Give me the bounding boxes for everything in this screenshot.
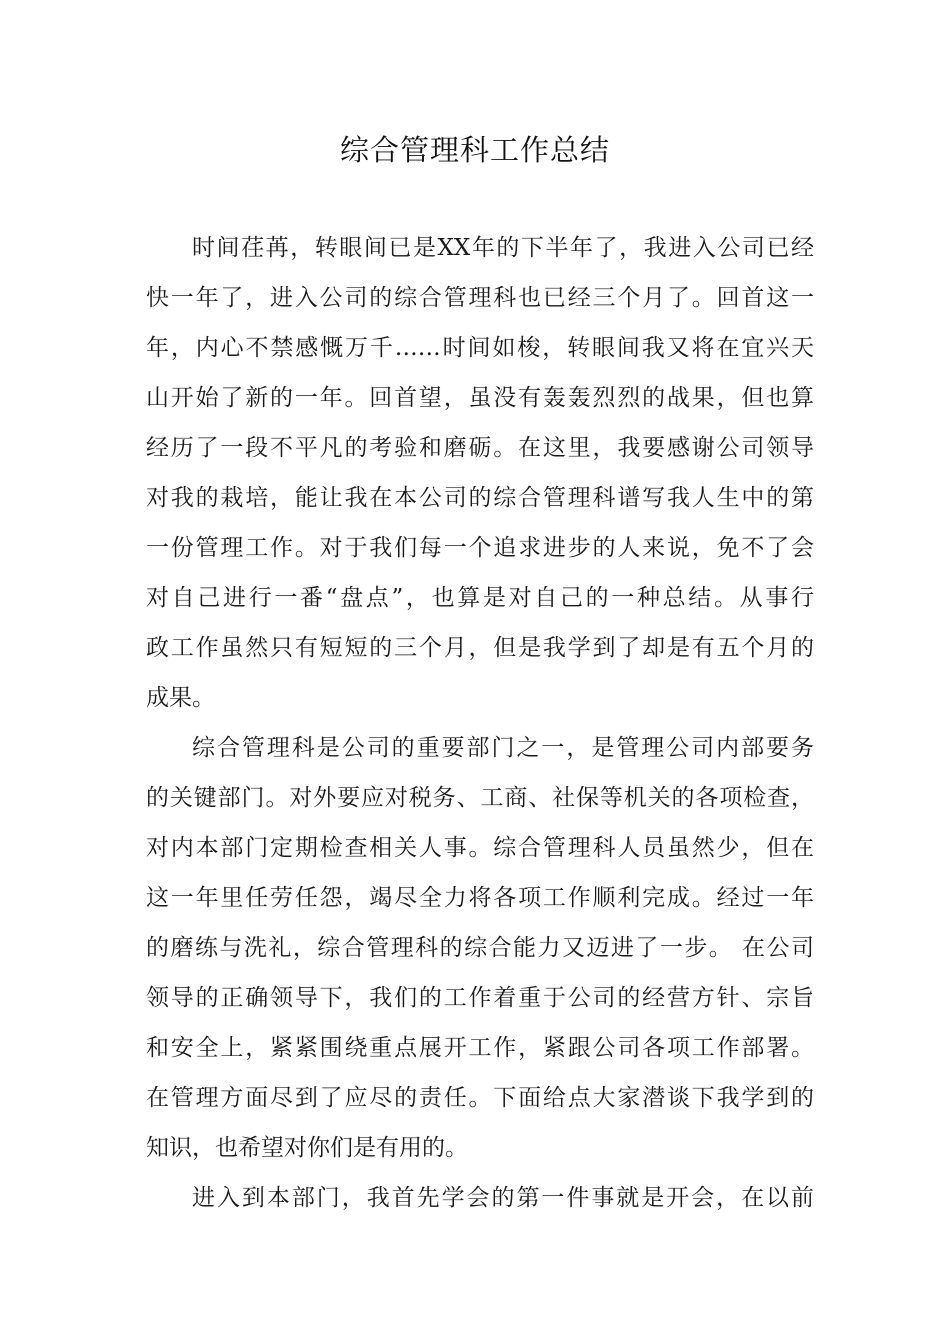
document-body — [146, 223, 814, 1223]
paragraph-1-line-8: 对自己进行一番“盘点”，也算是对自己的一种总结。从事行 — [146, 585, 814, 611]
paragraph-2-line-1: 综合管理科是公司的重要部门之一，是管理公司内部要务 — [192, 735, 814, 761]
paragraph-2-line-3: 对内本部门定期检查相关人事。综合管理科人员虽然少，但在 — [146, 835, 814, 861]
paragraph-1-line-10: 成果。 — [146, 685, 215, 711]
paragraph-3-line-1: 进入到本部门，我首先学会的第一件事就是开会，在以前 — [192, 1185, 814, 1211]
paragraph-2-line-8: 在管理方面尽到了应尽的责任。下面给点大家潜谈下我学到的 — [146, 1085, 814, 1111]
paragraph-1-line-1: 时间荏苒，转眼间已是XX年的下半年了，我进入公司已经 — [192, 235, 814, 261]
paragraph-1-line-4: 山开始了新的一年。回首望，虽没有轰轰烈烈的战果，但也算 — [146, 385, 814, 411]
paragraph-2-line-9: 知识，也希望对你们是有用的。 — [146, 1135, 468, 1161]
paragraph-1-line-9: 政工作虽然只有短短的三个月，但是我学到了却是有五个月的 — [146, 635, 814, 661]
paragraph-2-line-6: 领导的正确领导下，我们的工作着重于公司的经营方针、宗旨 — [146, 985, 814, 1011]
paragraph-1-line-6: 对我的栽培，能让我在本公司的综合管理科谱写我人生中的第 — [146, 485, 814, 511]
paragraph-1-line-2: 快一年了，进入公司的综合管理科也已经三个月了。回首这一 — [146, 285, 814, 311]
paragraph-2-line-5: 的磨练与洗礼，综合管理科的综合能力又迈进了一步。 在公司 — [146, 935, 814, 961]
paragraph-1-line-7: 一份管理工作。对于我们每一个追求进步的人来说，免不了会 — [146, 535, 814, 561]
document-title: 综合管理科工作总结 — [339, 133, 610, 167]
paragraph-2-line-7: 和安全上，紧紧围绕重点展开工作，紧跟公司各项工作部署。 — [146, 1035, 814, 1061]
paragraph-1-line-3: 年，内心不禁感慨万千……时间如梭，转眼间我又将在宜兴天 — [146, 335, 814, 361]
paragraph-1-line-5: 经历了一段不平凡的考验和磨砺。在这里，我要感谢公司领导 — [146, 435, 814, 461]
paragraph-2-line-4: 这一年里任劳任怨，竭尽全力将各项工作顺利完成。经过一年 — [146, 885, 814, 911]
paragraph-2-line-2: 的关键部门。对外要应对税务、工商、社保等机关的各项检查， — [146, 785, 814, 811]
